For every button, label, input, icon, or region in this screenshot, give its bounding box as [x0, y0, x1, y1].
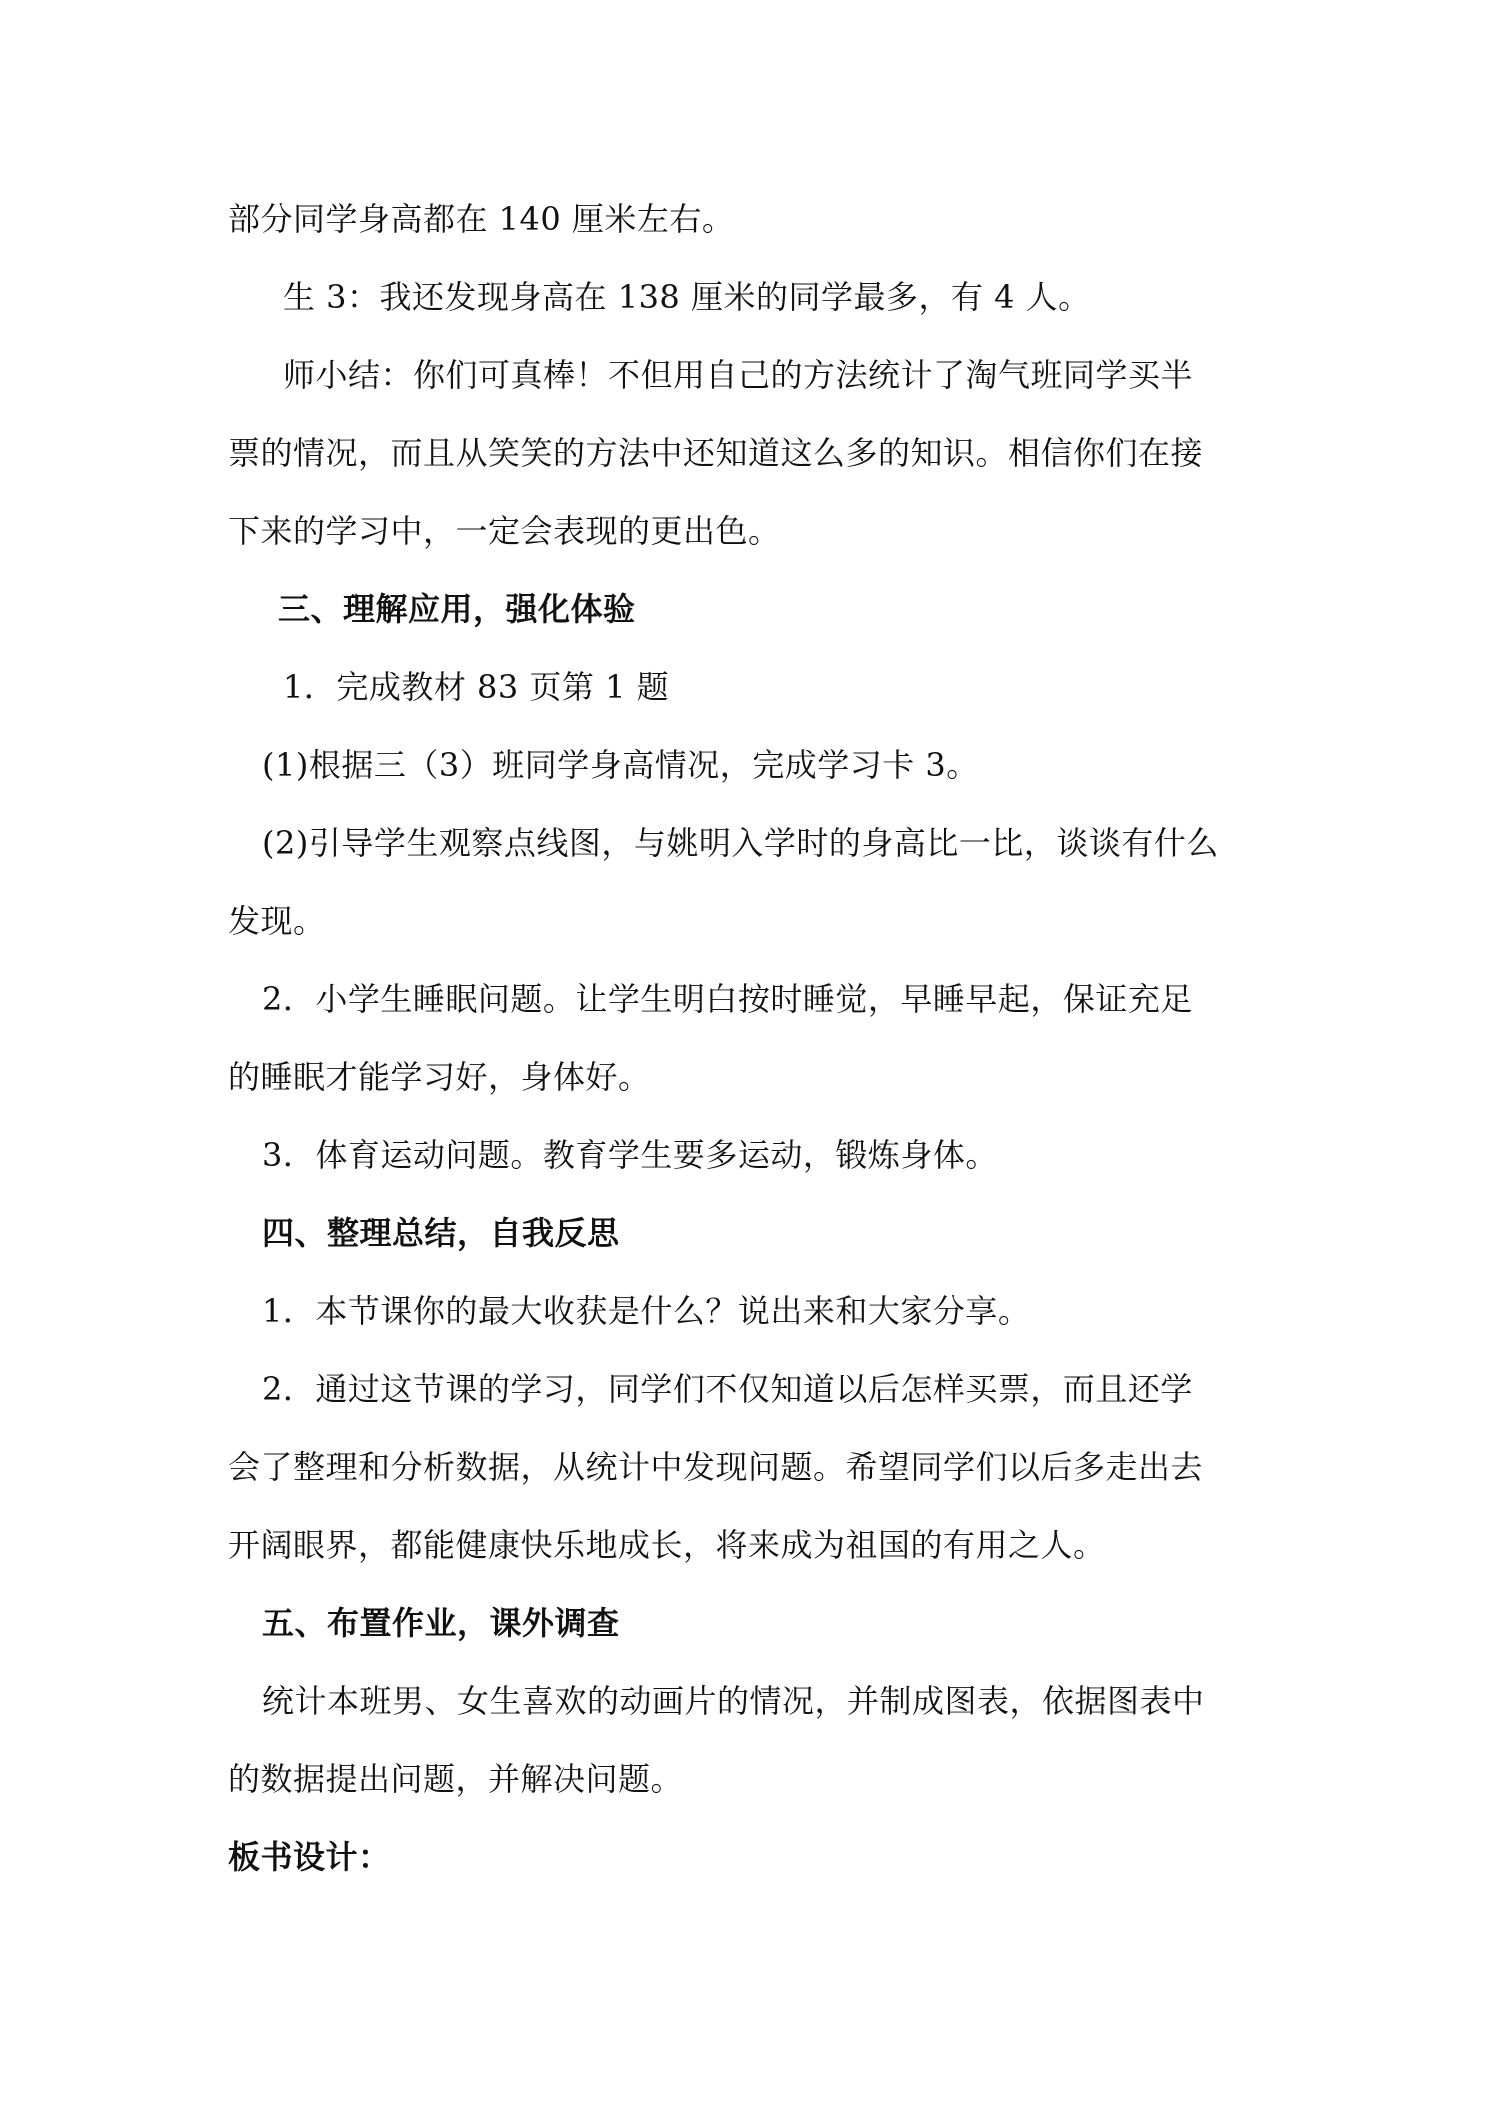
- paragraph-line: 师小结：你们可真棒！不但用自己的方法统计了淘气班同学买半: [283, 356, 1194, 394]
- paragraph-line: 的睡眠才能学习好，身体好。: [228, 1058, 651, 1096]
- list-item: 1．本节课你的最大收获是什么？说出来和大家分享。: [262, 1292, 1031, 1330]
- paragraph-line: 的数据提出问题，并解决问题。: [228, 1760, 684, 1798]
- paragraph-line: 下来的学习中，一定会表现的更出色。: [228, 512, 781, 550]
- section-heading: 四、整理总结，自我反思: [262, 1214, 620, 1252]
- paragraph-line: 票的情况，而且从笑笑的方法中还知道这么多的知识。相信你们在接: [228, 434, 1204, 472]
- list-item: 2．通过这节课的学习，同学们不仅知道以后怎样买票，而且还学: [262, 1370, 1193, 1408]
- board-design-heading: 板书设计：: [228, 1838, 391, 1876]
- list-item: 2．小学生睡眠问题。让学生明白按时睡觉，早睡早起，保证充足: [262, 980, 1193, 1018]
- section-heading: 五、布置作业，课外调查: [262, 1604, 620, 1642]
- paragraph-line: 部分同学身高都在 140 厘米左右。: [228, 200, 735, 238]
- paragraph-line: 统计本班男、女生喜欢的动画片的情况，并制成图表，依据图表中: [262, 1682, 1205, 1720]
- list-item: 1．完成教材 83 页第 1 题: [283, 668, 670, 706]
- section-heading: 三、理解应用，强化体验: [278, 590, 636, 628]
- list-item: (2)引导学生观察点线图，与姚明入学时的身高比一比，谈谈有什么: [262, 824, 1219, 862]
- paragraph-line: 会了整理和分析数据，从统计中发现问题。希望同学们以后多走出去: [228, 1448, 1204, 1486]
- list-item: (1)根据三（3）班同学身高情况，完成学习卡 3。: [262, 746, 979, 784]
- paragraph-line: 发现。: [228, 902, 326, 940]
- paragraph-line: 生 3：我还发现身高在 138 厘米的同学最多，有 4 人。: [283, 278, 1091, 316]
- list-item: 3．体育运动问题。教育学生要多运动，锻炼身体。: [262, 1136, 998, 1174]
- paragraph-line: 开阔眼界，都能健康快乐地成长，将来成为祖国的有用之人。: [228, 1526, 1106, 1564]
